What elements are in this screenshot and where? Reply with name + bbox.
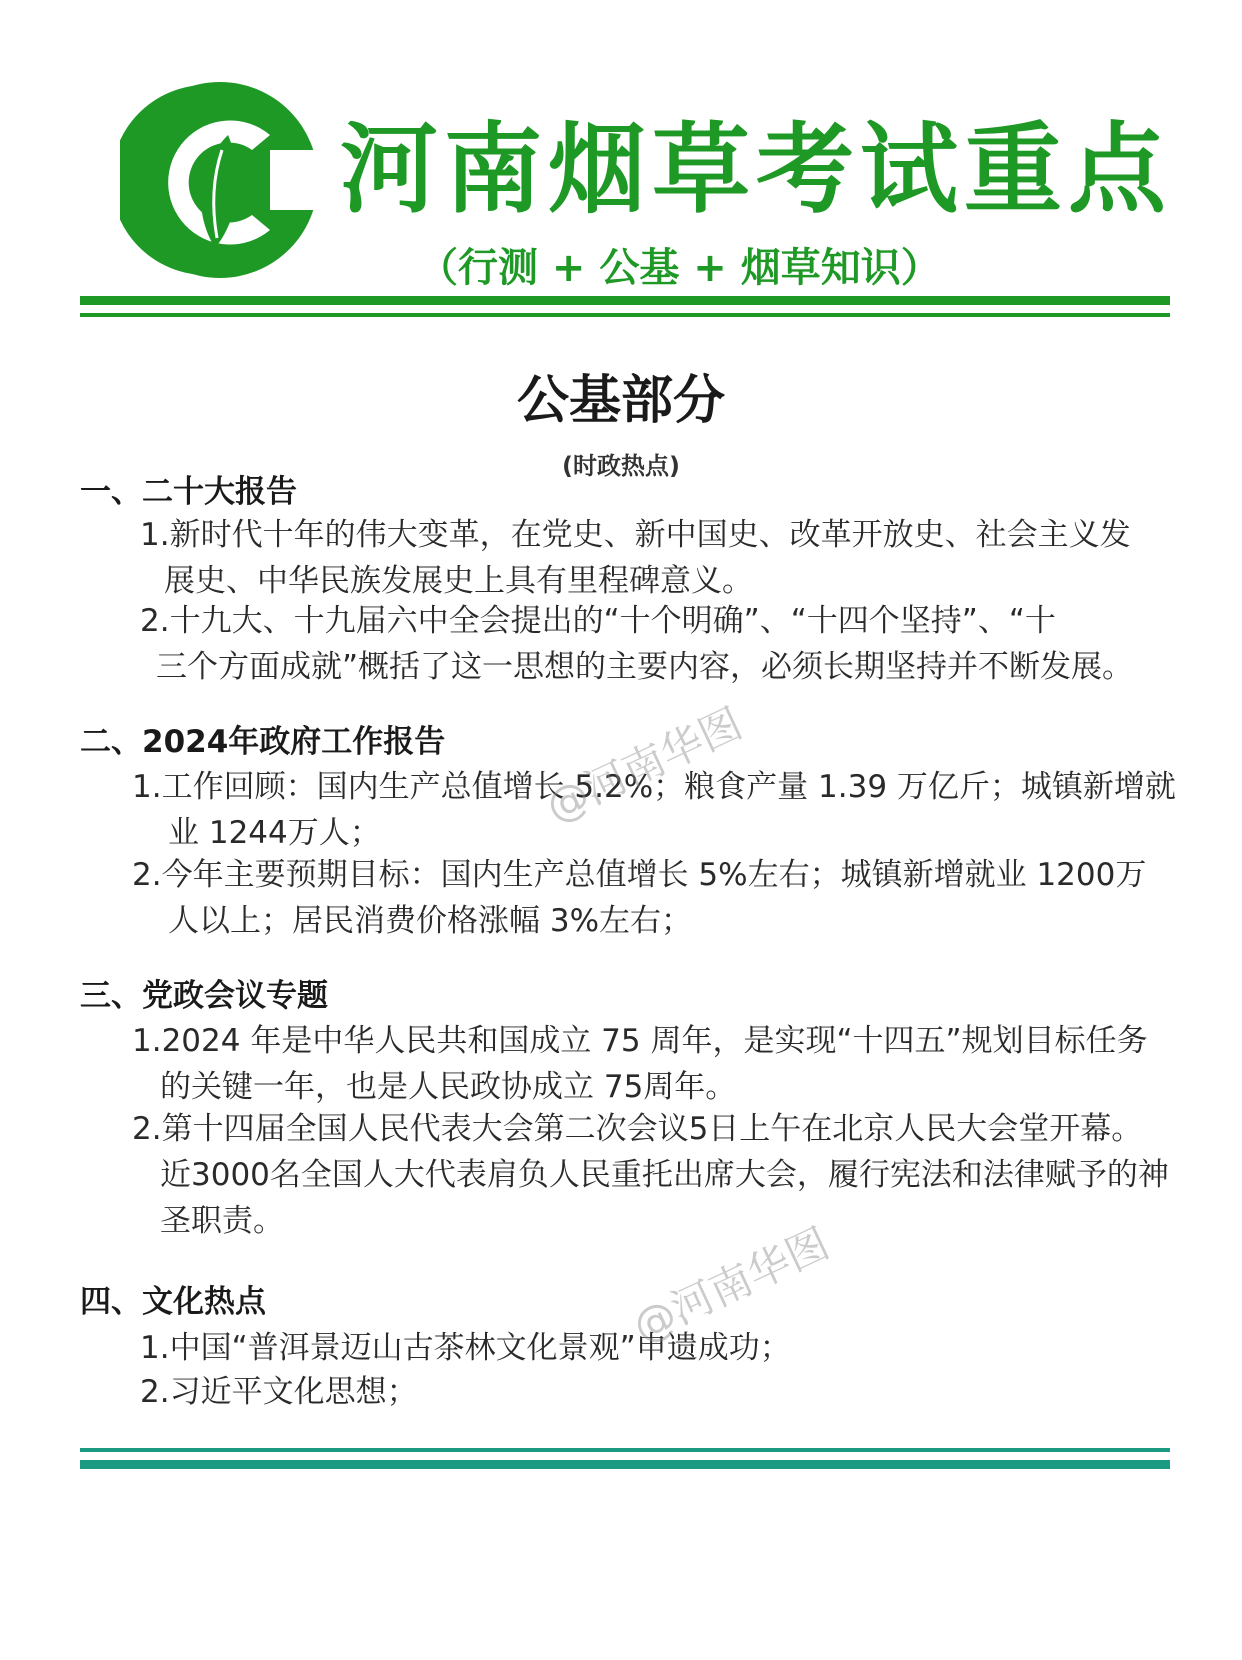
list-item: 1.中国“普洱景迈山古茶林文化景观”申遗成功；	[140, 1330, 791, 1366]
list-item: 2.今年主要预期目标：国内生产总值增长 5%左右；城镇新增就业 1200万 人以上；居民消费价格涨幅 3%左右；	[132, 857, 1147, 939]
topic-heading-3: 三、党政会议专题	[80, 978, 328, 1014]
main-subtitle: （行测 + 公基 + 烟草知识）	[418, 245, 941, 291]
section-title: 公基部分	[516, 371, 725, 431]
list-item: 2.第十四届全国人民代表大会第二次会议5日上午在北京人民大会堂开幕。 近3000名全国人大代表肩负人民重托出席大会，履行宪法和法律赋予的神 圣职责。	[132, 1111, 1169, 1239]
footer-divider-thick	[80, 1460, 1170, 1469]
topic-heading-1: 一、二十大报告	[80, 474, 297, 510]
list-item: 1.工作回顾：国内生产总值增长 5.2%；粮食产量 1.39 万亿斤；城镇新增就 业 1244万人；	[132, 769, 1176, 851]
footer-divider-thin	[80, 1448, 1170, 1452]
list-item: 2.习近平文化思想；	[140, 1374, 418, 1410]
topic-heading-2: 二、2024年政府工作报告	[80, 724, 446, 760]
list-item: 1.新时代十年的伟大变革，在党史、新中国史、改革开放史、社会主义发 展史、中华民族发展史上具有里程碑意义。	[140, 517, 1131, 599]
header-divider-thick	[80, 296, 1170, 305]
section-subtitle: (时政热点)	[562, 452, 680, 480]
watermark: @河南华图	[625, 1218, 837, 1352]
tobacco-logo-icon	[120, 80, 320, 280]
list-item: 1.2024 年是中华人民共和国成立 75 周年，是实现“十四五”规划目标任务 的关键一年，也是人民政协成立 75周年。	[132, 1023, 1148, 1105]
watermark: @河南华图	[538, 698, 750, 832]
topic-heading-4: 四、文化热点	[80, 1284, 266, 1320]
main-title: 河南烟草考试重点	[340, 113, 1173, 227]
header-divider-thin	[80, 313, 1170, 317]
list-item: 2.十九大、十九届六中全会提出的“十个明确”、“十四个坚持”、“十 三个方面成就”概括了这一思想的主要内容，必须长期坚持并不断发展。	[140, 603, 1134, 685]
